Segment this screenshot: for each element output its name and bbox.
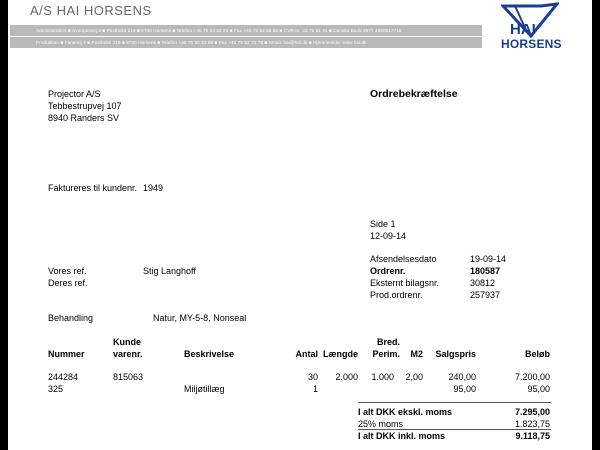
production-order-value: 257937 [470,290,501,300]
totals-divider-bottom [358,429,551,430]
col-m2-header: M2 [410,349,423,359]
our-ref-value: Stig Langhoff [143,266,196,276]
vat-value: 1.823,75 [514,419,550,429]
col-width-header-bottom: Perim. [372,349,400,359]
letterhead-production-band [10,37,482,48]
col-width-header-top: Bred. [376,337,400,347]
row-number: 244284 [48,372,79,382]
row-quantity: 30 [307,372,318,382]
recipient-street: Tebbestrupvej 107 [48,101,122,111]
total-excl-vat-value: 7.295,00 [514,407,550,417]
total-excl-vat-label: I alt DKK ekskl. moms [358,407,453,417]
letterhead-production-text: Produktion ■ Fanøvej 4 ■ Postboks 219 ■ 8700 Horsens ■ Telefon +45 75 62 22 88 ■ Fax +45 75 62 71 78 ■ Email: hai@hai.dk ■ Hjemmeside: www.hai.dk [36,40,367,45]
ship-date-label: Afsendelsesdato [370,254,437,264]
recipient-city: 8940 Randers SV [48,113,120,123]
row-price: 240,00 [448,372,476,382]
page-number: Side 1 [370,219,396,229]
letterhead-admin-text: Administration ■ Sverigesvej 9 ■ Postboks 219 ■ 8700 Horsens ■ Telefon +45 75 62 22 88 ■ Fax +45 75 62 60 66 ■ CVR-nr. 33 75 81 31 ■ Danske Bank 9877 4680017716 [36,28,402,33]
document-page [8,0,592,450]
col-customer-header-top: Kunde [113,337,141,347]
vat-label: 25% moms [358,419,404,429]
row-amount: 95,00 [527,384,550,394]
row-customer-item: 815063 [113,372,144,382]
row-price: 95,00 [453,384,476,394]
logo-mark-text: HAI [510,21,536,38]
external-ref-label: Eksternt bilagsnr. [370,278,440,288]
their-ref-label: Deres ref. [48,278,88,288]
col-description-header: Beskrivelse [184,349,235,359]
recipient-name: Projector A/S [48,89,101,99]
col-customer-header-bottom: varenr. [113,349,143,359]
col-length-header: Længde [323,349,358,359]
document-title: Ordrebekræftelse [370,88,458,100]
col-quantity-header: Antal [295,349,318,359]
ship-date-value: 19-09-14 [470,254,507,264]
order-number-label: Ordrenr. [370,266,406,276]
row-description: Miljøtillæg [184,384,225,394]
production-order-label: Prod.ordrenr. [370,290,423,300]
total-incl-vat-label: I alt DKK inkl. moms [358,431,446,441]
row-width: 1.000 [371,372,394,382]
treatment-value: Natur, MY-5-8, Nonseal [153,313,247,323]
external-ref-value: 30812 [470,278,496,288]
totals-divider-top [358,402,551,403]
row-m2: 2,00 [405,372,423,382]
row-amount: 7.200,00 [514,372,550,382]
customer-label: Faktureres til kundenr. [48,183,138,193]
total-incl-vat-value: 9.118,75 [515,431,550,441]
order-number-value: 180587 [470,266,501,276]
our-ref-label: Vores ref. [48,266,87,276]
col-price-header: Salgspris [435,349,476,359]
letterhead-admin-band [10,25,482,36]
document-date: 12-09-14 [370,231,407,241]
row-length: 2.000 [335,372,358,382]
treatment-label: Behandling [48,313,94,323]
col-amount-header: Beløb [524,349,550,359]
row-number: 325 [48,384,64,394]
customer-number: 1949 [143,183,164,193]
company-name: A/S HAI HORSENS [30,3,152,18]
row-quantity: 1 [312,384,318,394]
logo-wordmark: HORSENS [501,37,562,51]
col-number-header: Nummer [48,349,85,359]
